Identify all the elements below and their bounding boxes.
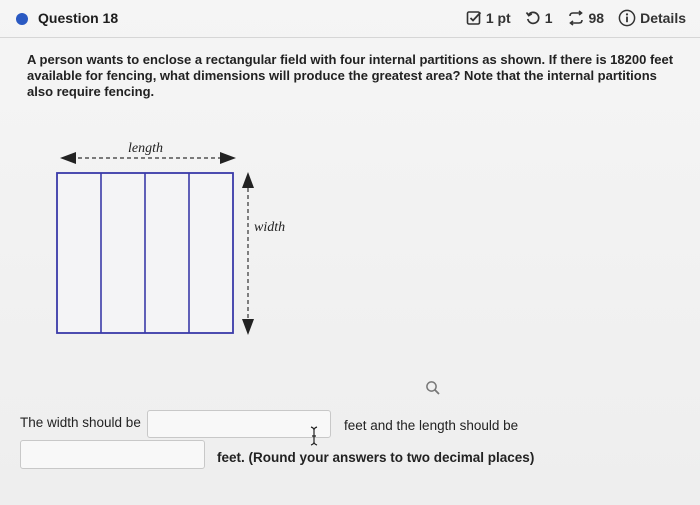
- attempts-icon: [567, 10, 585, 26]
- text-cursor-icon: [309, 426, 319, 446]
- width-prefix-text: The width should be: [20, 415, 141, 430]
- length-label: length: [128, 141, 163, 156]
- width-arrow-top-head: [242, 172, 254, 188]
- retry-icon: [525, 10, 541, 26]
- field-diagram: [50, 130, 310, 345]
- length-arrow-left-head: [60, 152, 76, 164]
- question-text: A person wants to enclose a rectangular field with four internal partitions as shown. If there is 18200 feet available for fencing, what dimensions will produce the greatest area? Note that the internal partitions also require fencing.: [27, 52, 674, 99]
- length-prefix-text: feet and the length should be: [344, 418, 519, 433]
- rounding-instruction-text: feet. (Round your answers to two decimal places): [217, 450, 535, 465]
- magnifier-icon[interactable]: [425, 380, 441, 396]
- width-input[interactable]: [147, 410, 331, 438]
- checkbox-icon: [466, 10, 482, 26]
- width-label: width: [254, 220, 286, 235]
- question-header: [0, 0, 700, 38]
- length-arrow-right-head: [220, 152, 236, 164]
- retries-count: 1: [544, 10, 553, 26]
- length-input[interactable]: [20, 440, 205, 469]
- question-meta: [466, 9, 686, 27]
- attempts-count: 98: [588, 10, 605, 26]
- width-arrow-bottom-head: [242, 319, 254, 335]
- question-title: Question 18: [38, 10, 119, 26]
- info-icon[interactable]: [618, 9, 636, 27]
- question-status-dot: [16, 13, 28, 25]
- details-link[interactable]: Details: [640, 10, 686, 26]
- points-value: 1 pt: [485, 10, 511, 26]
